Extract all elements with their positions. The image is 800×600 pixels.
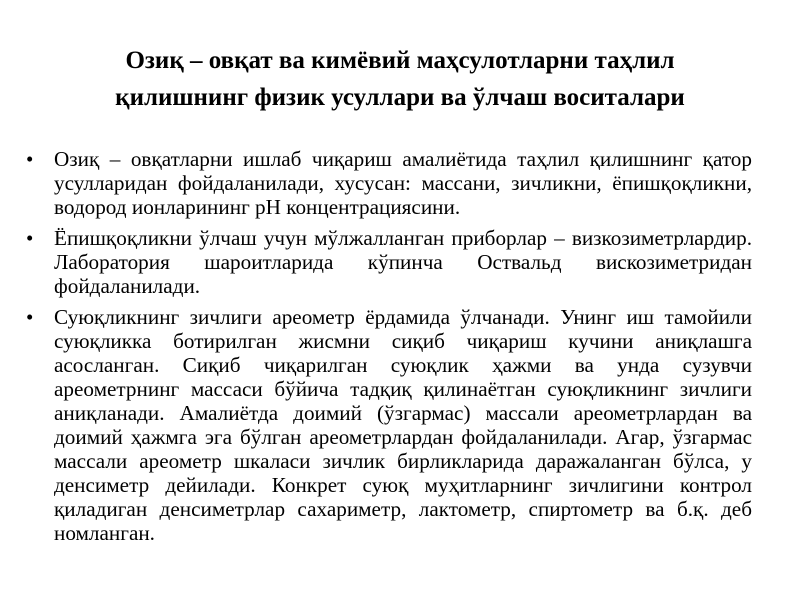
bullet-dot-icon: • [26, 147, 34, 171]
bullet-text-3: Суюқликнинг зичлиги ареометр ёрдамида ўлчанади. Унинг иш тамойили суюқликка ботирилган жисмни сиқиб чиқариш кучини аниқлашга асосланган. Сиқиб чиқарилган суюқлик ҳажми ва унда сузувчи ареометрнинг массаси бўйича тадқиқ қилинаётган суюқликнинг зичлиги аниқланади. Амалиётда доимий (ўзгармас) массали ареометрлардан ва доимий ҳажмга эга бўлган ареометрлардан фойдаланилади. Агар, ўзгармас массали ареометр шкаласи зичлик бирликларида даражаланган бўлса, у денсиметр дейилади. Конкрет суюқ муҳитларнинг зичлигини контрол қиладиган денсиметрлар сахариметр, лактометр, спиртометр ва б.қ. деб номланган. [54, 305, 752, 545]
bullet-text-1: Озиқ – овқатларни ишлаб чиқариш амалиётида таҳлил қилишнинг қатор усулларидан фойдаланилади, хусусан: массани, зичликни, ёпишқоқликни, водород ионларининг рН концентрациясини. [54, 147, 752, 219]
slide-title-line-2: қилишнинг физик усуллари ва ўлчаш воситалари [115, 84, 685, 111]
slide-title-line-1: Озиқ – овқат ва кимёвий маҳсулотларни таҳлил [125, 47, 675, 74]
bullet-text-2: Ёпишқоқликни ўлчаш учун мўлжалланган приборлар – визкозиметрлардир. Лаборатория шароитларида кўпинча Оствальд вискозиметридан фойдаланилади. [54, 226, 752, 298]
bullet-item-3 [24, 305, 752, 545]
bullet-item-1 [24, 147, 752, 219]
bullet-dot-icon: • [26, 226, 34, 250]
bullet-list [24, 147, 752, 552]
bullet-dot-icon: • [26, 305, 34, 329]
slide-title [60, 42, 740, 116]
bullet-item-2 [24, 226, 752, 298]
